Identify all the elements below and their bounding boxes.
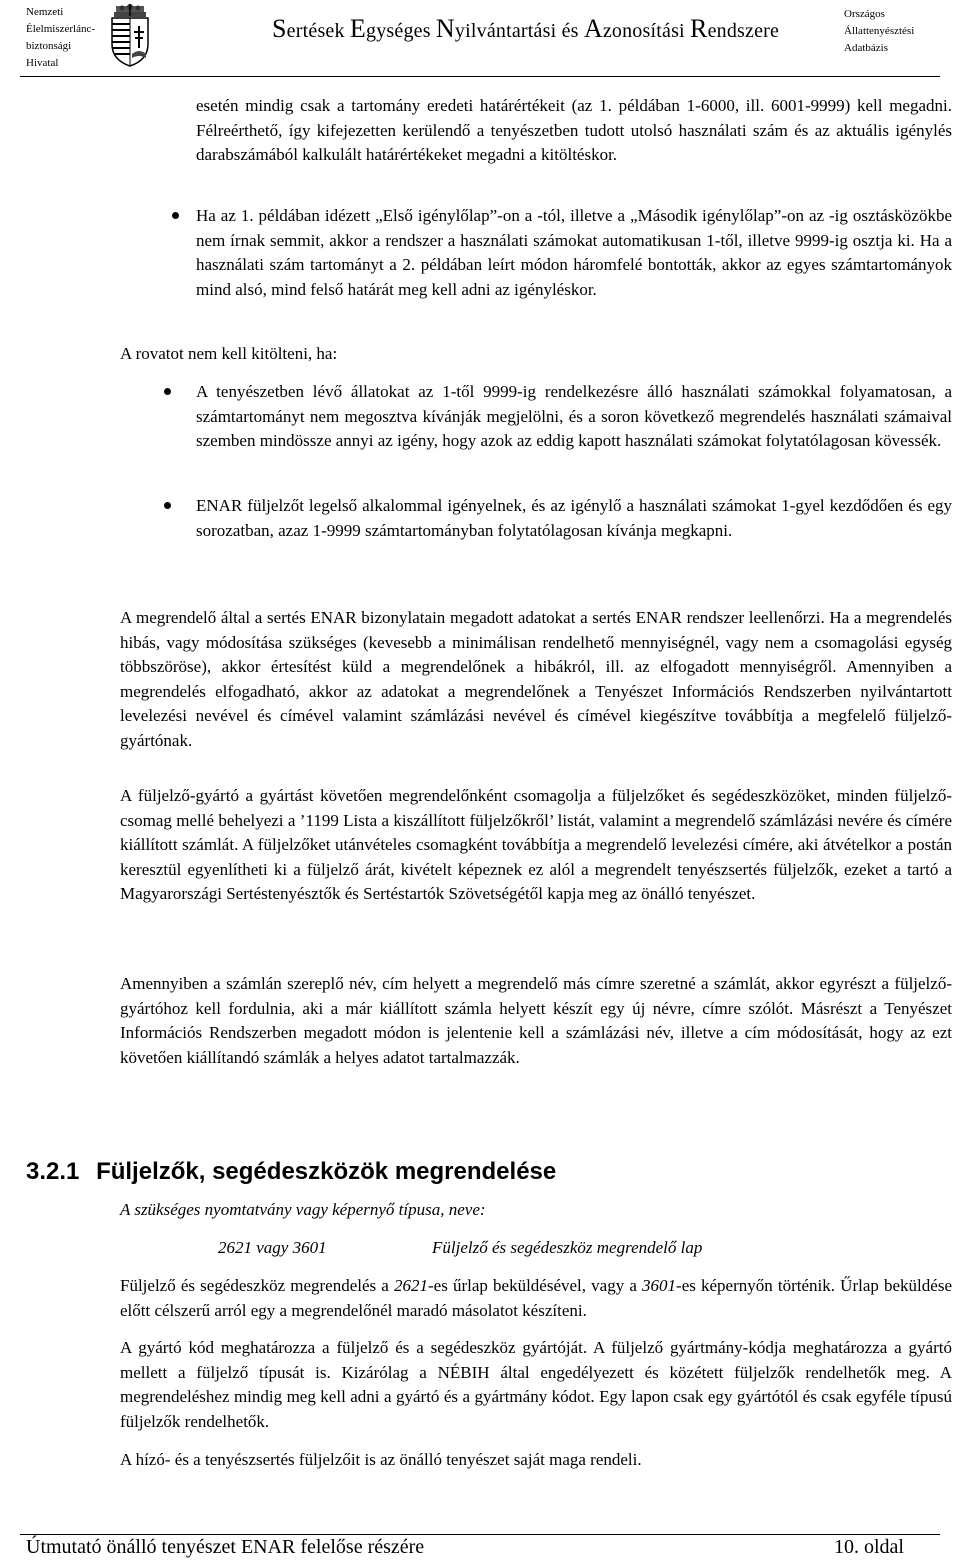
paragraph-gyarto: A füljelző-gyártó a gyártást követően megrendelőnként csomagolja a füljelzőket és segédeszközöket, minden füljelző-csomag mellé behelyezi a ’1199 Lista a kiszállított füljelzőkről’ listát, valamint a megrendelő számlázási nevére és címére kiállított számlát. A füljelzőket utánvételes csomagként továbbítja a megrendelő levelezési címére, aki átvételkor a postán keresztül egyenlítheti ki a füljelző árát, kivételt képeznek ez alól a megrendelt tenyészsertés füljelzők, ezeket a tartó a Magyarországi Sertéstenyésztők és Sertéstartók Szövetségétől kapja meg az önálló tenyészet.	[120, 786, 952, 903]
footer-title: Útmutató önálló tenyészet ENAR felelőse részére	[26, 1536, 425, 1558]
paragraph-megrendelo: A megrendelő által a sertés ENAR bizonylatain megadott adatokat a sertés ENAR rendszer leellenőrzi. Ha a megrendelés hibás, vagy módosítása szükséges (kevesebb a minimálisan rendelhető mennyiségnél, vagy nem a csomagolási egység többszöröse), akkor értesítést küld a megrendelőnek a hibákról, ill. az elfogadott mennyiségről. Amennyiben a megrendelés elfogadható, akkor az adatokat a megrendelőnek a Tenyészet Információs Rendszerben nyilvántartott levelezési nevével és címével valamint számlázási nevével és címével kiegészítve továbbítja a megfelelő füljelző-gyártónak.	[120, 608, 952, 750]
header-left-org	[26, 4, 95, 72]
paragraph-section-2: A gyártó kód meghatározza a füljelző és a segédeszköz gyártóját. A füljelző gyártmány-kódja meghatározza a gyártó mellett a füljelző típusát is. Kizárólag a NÉBIH által engedélyezett és közétett füljelzők rendelhetők meg. A megrendeléshez mindig meg kell adni a gyártó és a gyártmány kódot. Egy lapon csak egy gyártótól és csak egyféle típusú füljelzők rendelhetők.	[120, 1338, 952, 1431]
form-code-inline: 3601	[642, 1276, 677, 1295]
title-initial: N	[435, 14, 455, 43]
text-run: Füljelző és segédeszköz megrendelés a	[120, 1276, 394, 1295]
title-word: endszere	[707, 20, 780, 42]
title-initial: S	[272, 14, 287, 43]
section-title: Füljelzők, segédeszközök megrendelése	[96, 1158, 557, 1185]
db-line: Adatbázis	[844, 42, 888, 54]
form-name: Füljelző és segédeszköz megrendelő lap	[432, 1238, 703, 1257]
header-title	[272, 14, 779, 44]
db-line: Országos	[844, 8, 885, 20]
title-initial: E	[349, 14, 366, 43]
org-line: Nemzeti	[26, 6, 64, 18]
db-line: Állattenyésztési	[844, 25, 915, 37]
section-heading	[26, 1158, 556, 1186]
org-line: Hivatal	[26, 57, 59, 69]
title-word: yilvántartási és	[454, 20, 584, 42]
bullet-text-3: ENAR füljelzőt legelső alkalommal igényelnek, és az igénylő a használati számokat 1-gyel kezdődően és egy sorozatban, azaz 1-9999 számtartományban folytatólagosan kívánja megkapni.	[196, 496, 952, 540]
title-word: gységes	[366, 20, 436, 42]
title-initial: A	[583, 14, 603, 43]
bullet-text-2: A tenyészetben lévő állatokat az 1-től 9999-ig rendelkezésre álló használati számokkal folyamatosan, a számtartományt nem megosztva kívánják megjelölni, és a soron következő megrendelés használati számaival szemben mindössze annyi az igény, hogy azok az eddig kapott használati számokat folytatólagosan kövessék.	[196, 382, 952, 450]
text-run: -es képernyőn történik. Űrlap beküldése előtt célszerű arról egy a megrendelőnél maradó másolatot készíteni.	[120, 1276, 952, 1320]
bullet-dot	[164, 502, 171, 509]
paragraph-intro: esetén mindig csak a tartomány eredeti határértékeit (az 1. példában 1-6000, ill. 6001-9999) kell megadni. Félreérthető, így kifejezetten kerülendő a tenyészetben tudott utolsó használati szám és az aktuális igénylés darabszámából kalkulált határértékeket megadni a kitöltéskor.	[196, 96, 952, 164]
paragraph-section-3: A hízó- és a tenyészsertés füljelzőit is az önálló tenyészet saját maga rendeli.	[120, 1450, 642, 1469]
section-number: 3.2.1	[26, 1158, 80, 1185]
org-line: Élelmiszerlánc-	[26, 23, 96, 35]
paragraph-szamla: Amennyiben a számlán szereplő név, cím helyett a megrendelő más címre szeretné a számlát, akkor egyrészt a füljelző-gyártóhoz kell fordulnia, aki a már kiállított számla helyett készít egy új névre, címre szólót. Másrészt a Tenyészet Információs Rendszerben megadott módon is jelentenie kell a számlázási név, illetve a cím módosítását, hogy az ezt követően kiállítandó számlák a helyes adatot tartalmazzák.	[120, 974, 952, 1067]
form-code: 2621 vagy 3601	[218, 1238, 327, 1257]
hungarian-crest-icon	[106, 4, 154, 68]
header-right-db	[844, 6, 914, 57]
text-run: -es űrlap beküldésével, vagy a	[428, 1276, 643, 1295]
form-code-inline: 2621	[394, 1276, 428, 1295]
bullet-dot	[172, 212, 179, 219]
footer-rule	[20, 1534, 940, 1535]
header-rule	[20, 76, 940, 77]
paragraph-rovat: A rovatot nem kell kitölteni, ha:	[120, 344, 338, 363]
org-line: biztonsági	[26, 40, 72, 52]
title-initial: R	[690, 14, 708, 43]
title-word: zonosítási	[602, 20, 691, 42]
title-word: ertések	[286, 20, 350, 42]
form-label: A szükséges nyomtatvány vagy képernyő típusa, neve:	[120, 1200, 486, 1219]
footer-page-number: 10. oldal	[834, 1536, 904, 1558]
paragraph-section-1	[120, 1274, 952, 1323]
bullet-text-1: Ha az 1. példában idézett „Első igénylőlap”-on a -tól, illetve a „Második igénylőlap”-on az -ig osztásközökbe nem írnak semmit, akkor a rendszer a használati számokat automatikusan 1-től, illetve 9999-ig osztja ki. Ha a használati szám tartományt a 2. példában leírt módon háromfelé bontották, akkor az egyes számtartományok mind alsó, mind felső határát meg kell adni az igényléskor.	[196, 206, 952, 299]
bullet-dot	[164, 388, 171, 395]
